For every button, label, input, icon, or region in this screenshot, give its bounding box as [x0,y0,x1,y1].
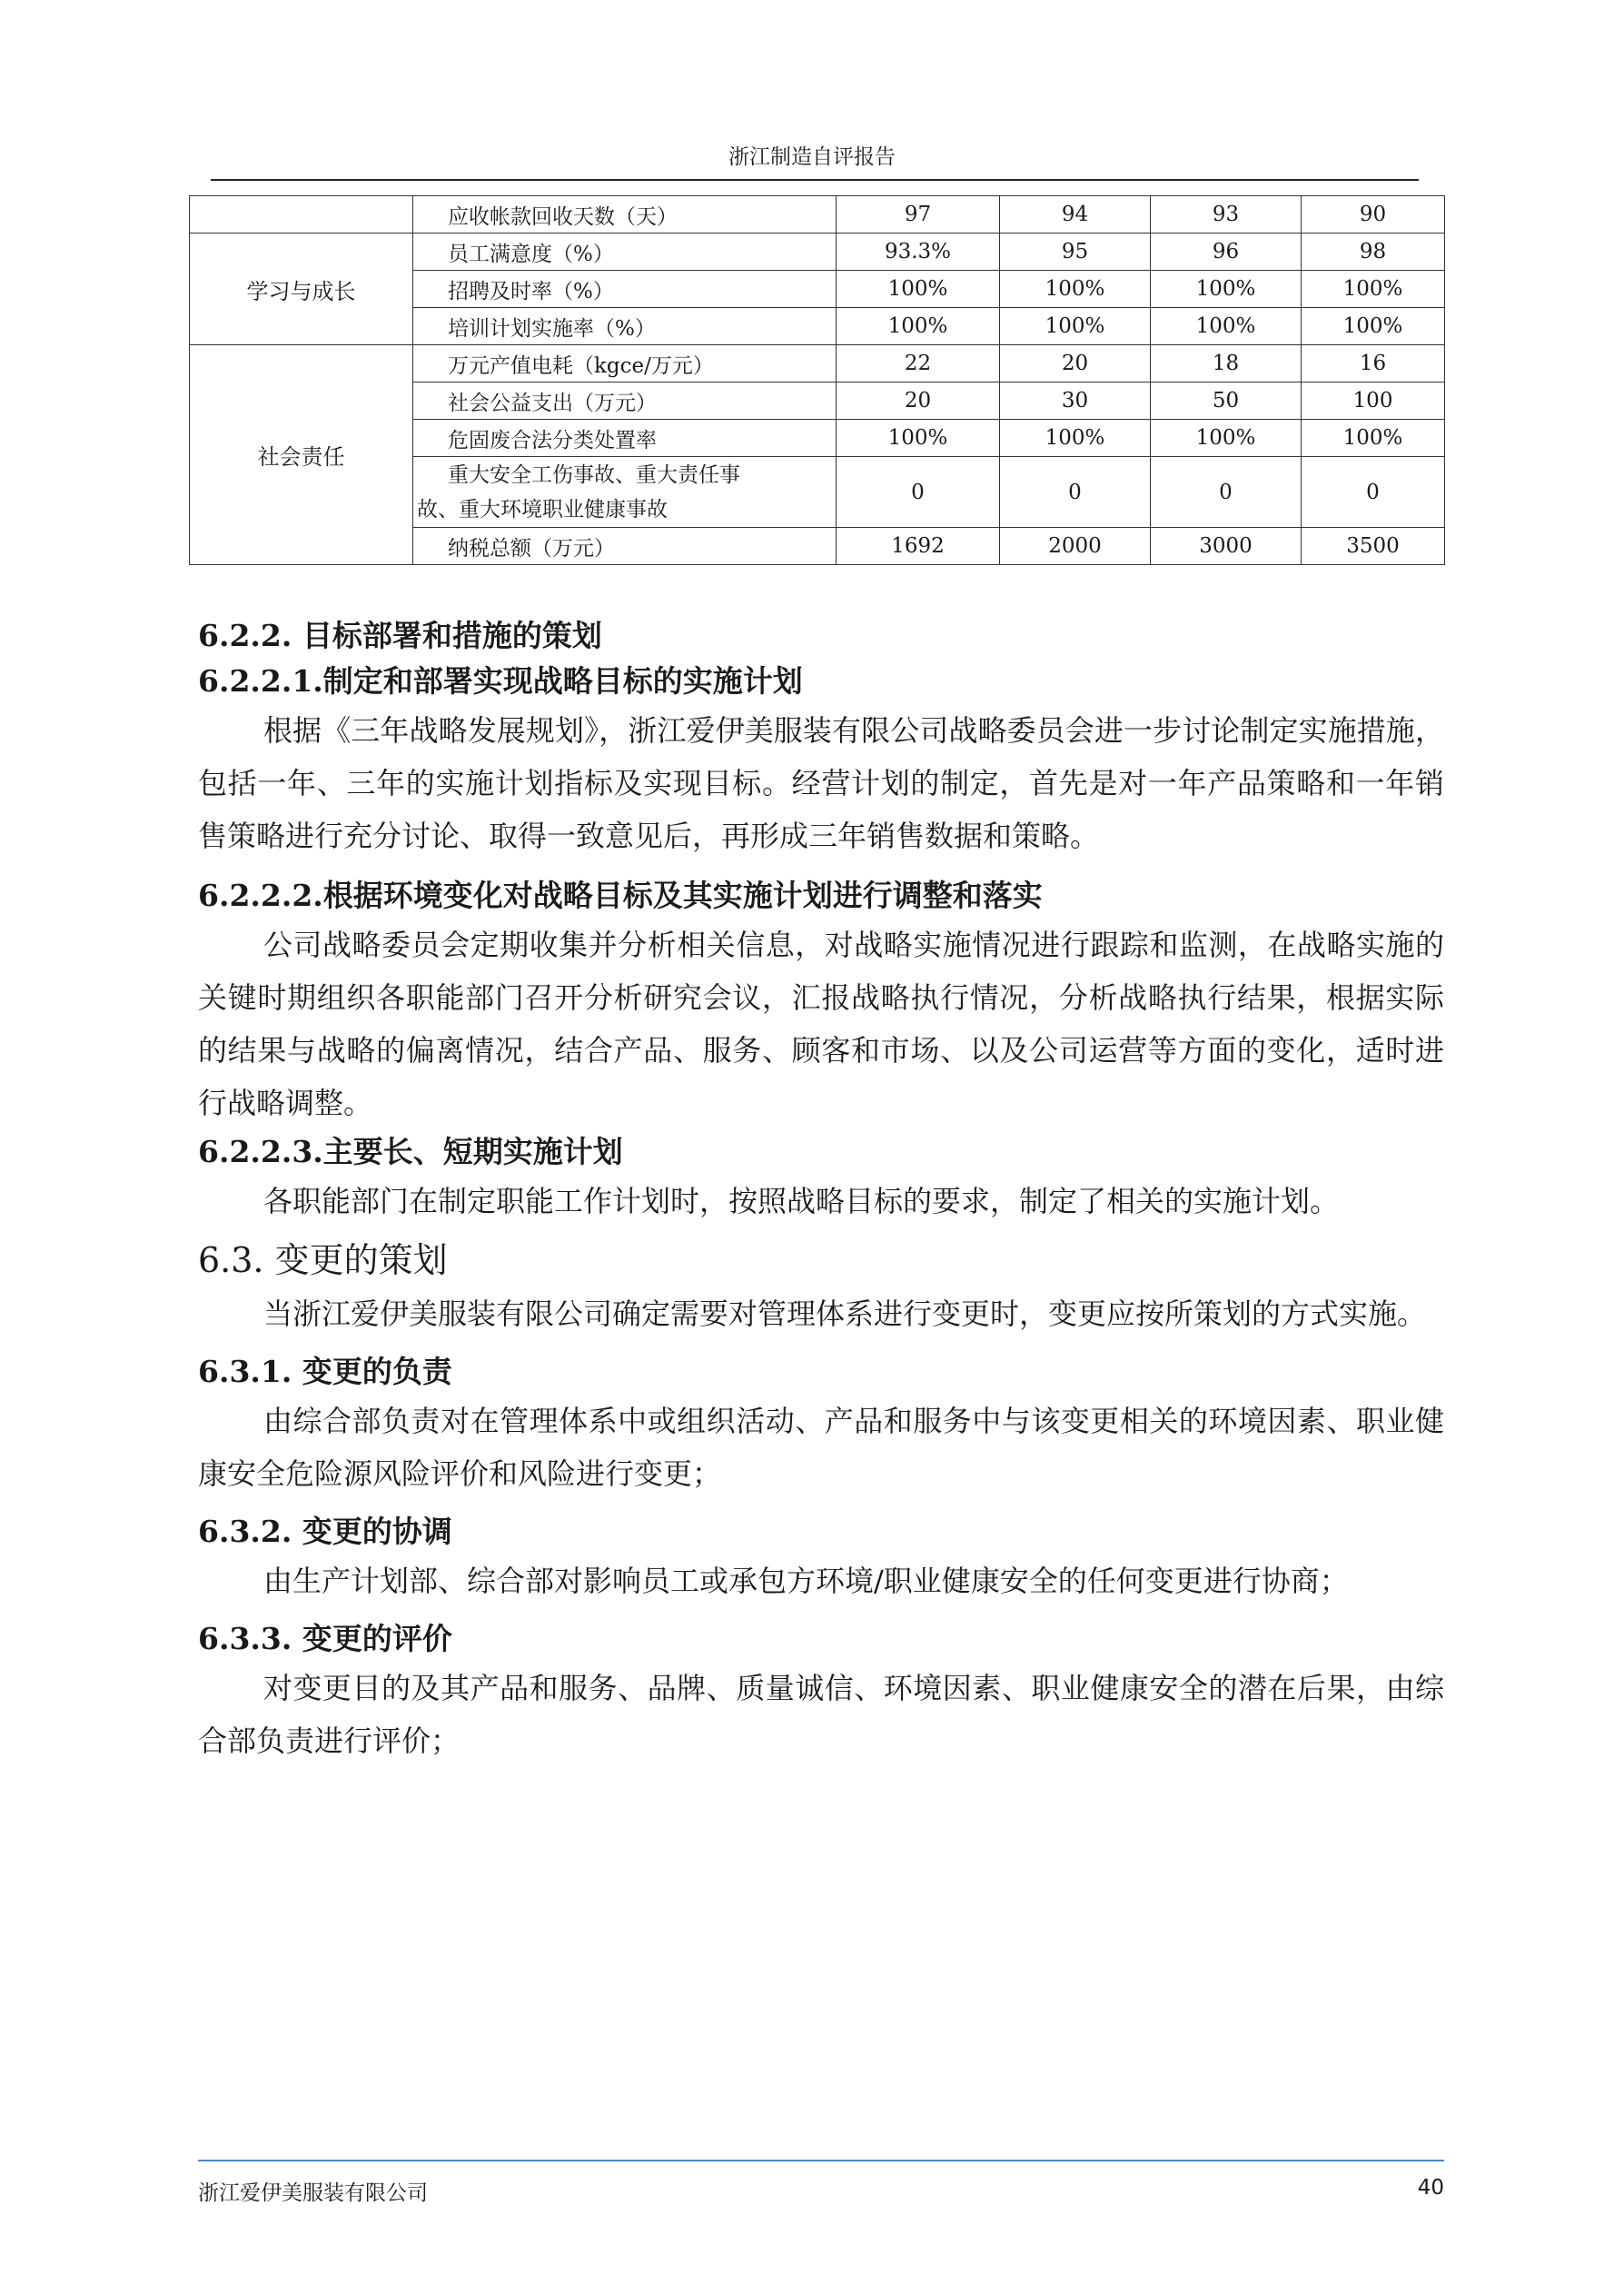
table-row [190,196,1445,233]
value-cell: 93 [1151,196,1302,233]
value-cell: 100% [1151,420,1302,457]
value-cell: 100% [1151,308,1302,345]
value-cell: 18 [1151,345,1302,382]
paragraph: 由生产计划部、综合部对影响员工或承包方环境/职业健康安全的任何变更进行协商； [263,1564,1349,1598]
value-cell: 100% [1302,271,1445,308]
paragraph: 公司战略委员会定期收集并分析相关信息，对战略实施情况进行跟踪和监测，在战略实施的关键时期组织各职能部门召开分析研究会议，汇报战略执行情况，分析战略执行结果，根据实际的结果与战略的偏离情况，结合产品、服务、顾客和市场、以及公司运营等方面的变化，适时进行战略调整。 [198,928,1444,1120]
value-cell: 100% [1151,271,1302,308]
value-cell: 100% [1000,308,1151,345]
value-cell: 90 [1302,196,1445,233]
section-heading-6-2-2: 6.2.2. 目标部署和措施的策划 [198,618,602,653]
footer-company-name: 浙江爱伊美服装有限公司 [198,2181,428,2205]
page-header-title: 浙江制造自评报告 [728,145,896,169]
value-cell: 100% [837,308,1000,345]
metric-name-cell: 应收帐款回收天数（天） [413,196,837,233]
metric-name-line: 重大安全工伤事故、重大责任事 [448,462,740,487]
value-cell: 100% [837,271,1000,308]
value-cell: 96 [1151,233,1302,271]
metric-name-cell: 社会公益支出（万元） [413,382,837,420]
value-cell: 100% [837,420,1000,457]
header-rule [211,179,1419,181]
value-cell: 0 [1302,457,1445,528]
value-cell: 100% [1000,420,1151,457]
section-heading-6-3-2: 6.3.2. 变更的协调 [198,1514,452,1549]
paragraph: 根据《三年战略发展规划》，浙江爱伊美服装有限公司战略委员会进一步讨论制定实施措施，包括一年、三年的实施计划指标及实现目标。经营计划的制定，首先是对一年产品策略和一年销售策略进行充分讨论、取得一致意见后，再形成三年销售数据和策略。 [198,713,1444,853]
value-cell: 22 [837,345,1000,382]
value-cell: 97 [837,196,1000,233]
footer-rule [198,2160,1444,2161]
value-cell: 2000 [1000,528,1151,565]
paragraph: 由综合部负责对在管理体系中或组织活动、产品和服务中与该变更相关的环境因素、职业健康安全危险源风险评价和风险进行变更； [198,1404,1444,1491]
value-cell: 30 [1000,382,1151,420]
metrics-table [189,195,1445,565]
section-heading-6-3-1: 6.3.1. 变更的负责 [198,1354,452,1389]
metric-name-cell: 万元产值电耗（kgce/万元） [413,345,837,382]
value-cell: 0 [837,457,1000,528]
category-cell: 学习与成长 [190,233,413,345]
table-row [190,345,1445,382]
value-cell: 20 [1000,345,1151,382]
paragraph: 各职能部门在制定职能工作计划时，按照战略目标的要求，制定了相关的实施计划。 [263,1184,1340,1218]
metric-name-cell: 危固废合法分类处置率 [413,420,837,457]
category-cell: 社会责任 [190,345,413,565]
value-cell: 20 [837,382,1000,420]
paragraph: 对变更目的及其产品和服务、品牌、质量诚信、环境因素、职业健康安全的潜在后果，由综合部负责进行评价； [198,1671,1444,1758]
section-heading-6-2-2-2: 6.2.2.2.根据环境变化对战略目标及其实施计划进行调整和落实 [198,878,1043,913]
metric-name-cell: 招聘及时率（%） [413,271,837,308]
value-cell: 100% [1302,308,1445,345]
section-heading-6-2-2-1: 6.2.2.1.制定和部署实现战略目标的实施计划 [198,663,803,699]
value-cell: 3000 [1151,528,1302,565]
metric-name-cell [413,457,837,528]
value-cell: 94 [1000,196,1151,233]
value-cell: 0 [1151,457,1302,528]
section-heading-6-3-3: 6.3.3. 变更的评价 [198,1621,452,1656]
metric-name-line: 故、重大环境职业健康事故 [417,497,668,522]
value-cell: 95 [1000,233,1151,271]
value-cell: 100% [1000,271,1151,308]
paragraph: 当浙江爱伊美服装有限公司确定需要对管理体系进行变更时，变更应按所策划的方式实施。 [263,1297,1427,1331]
section-heading-6-2-2-3: 6.2.2.3.主要长、短期实施计划 [198,1134,623,1169]
value-cell: 100% [1302,420,1445,457]
value-cell: 16 [1302,345,1445,382]
value-cell: 50 [1151,382,1302,420]
value-cell: 93.3% [837,233,1000,271]
table-row [190,233,1445,271]
value-cell: 0 [1000,457,1151,528]
value-cell: 1692 [837,528,1000,565]
value-cell: 100 [1302,382,1445,420]
metric-name-cell: 培训计划实施率（%） [413,308,837,345]
value-cell: 98 [1302,233,1445,271]
metric-name-cell: 员工满意度（%） [413,233,837,271]
section-heading-6-3: 6.3. 变更的策划 [198,1240,448,1280]
page-number: 40 [1417,2176,1444,2200]
document-body [198,613,1444,1767]
category-cell [190,196,413,233]
value-cell: 3500 [1302,528,1445,565]
metric-name-cell: 纳税总额（万元） [413,528,837,565]
